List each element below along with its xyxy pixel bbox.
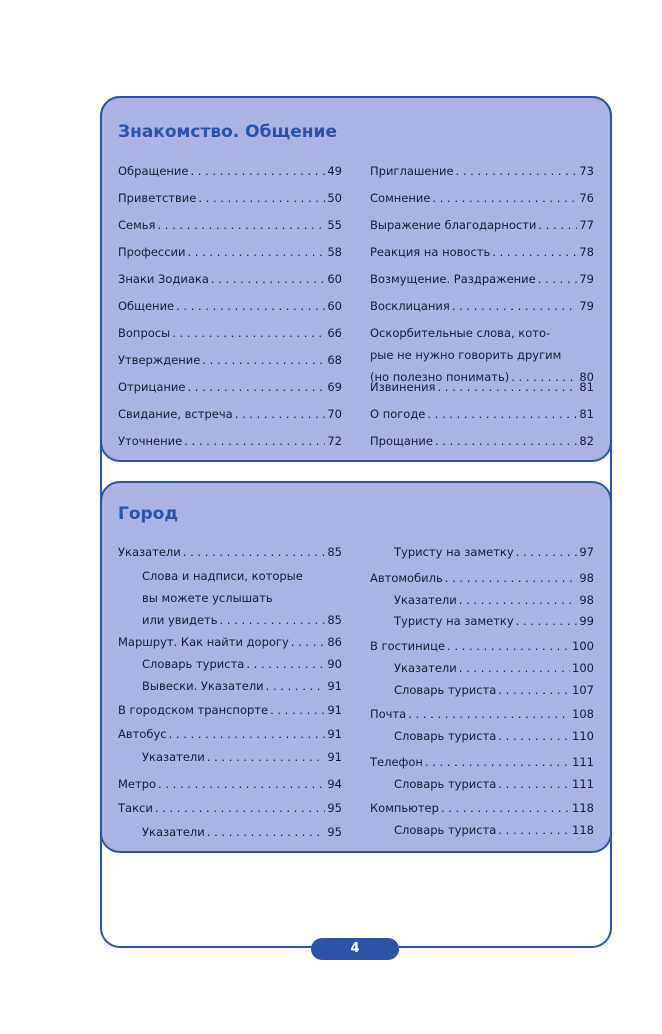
toc-entry-label-line: вы можете услышать xyxy=(142,591,273,605)
toc-entry-label: В гостинице xyxy=(370,639,446,653)
dot-leader xyxy=(183,541,326,563)
dot-leader xyxy=(176,295,325,317)
dot-leader xyxy=(441,797,570,819)
toc-entry-label: Компьютер xyxy=(370,801,439,815)
toc-entry-label: О погоде xyxy=(370,407,426,421)
toc-entry-page: 82 xyxy=(579,434,594,448)
toc-entry-label: Автомобиль xyxy=(370,571,443,585)
toc-entry-label: Словарь туриста xyxy=(142,657,245,671)
dot-leader xyxy=(220,609,326,631)
dot-leader xyxy=(207,746,326,768)
toc-entry[interactable] xyxy=(394,819,594,841)
toc-entry[interactable] xyxy=(118,773,342,795)
toc-entry[interactable] xyxy=(370,567,594,589)
toc-entry-page: 100 xyxy=(572,639,594,653)
toc-entry[interactable] xyxy=(142,746,342,768)
dot-leader xyxy=(202,349,325,371)
toc-entry-page: 95 xyxy=(327,801,342,815)
toc-entry-page: 91 xyxy=(327,679,342,693)
dot-leader xyxy=(498,819,570,841)
toc-entry-label-line: рые не нужно говорить другим xyxy=(370,348,562,362)
dot-leader xyxy=(538,214,577,236)
dot-leader xyxy=(184,430,325,452)
dot-leader xyxy=(158,773,325,795)
toc-entry-label: Извинения xyxy=(370,380,436,394)
dot-leader xyxy=(246,653,325,675)
toc-entry[interactable] xyxy=(394,725,594,747)
dot-leader xyxy=(198,187,325,209)
toc-entry-label: Уточнение xyxy=(118,434,183,448)
toc-entry[interactable] xyxy=(142,565,342,631)
dot-leader xyxy=(456,160,578,182)
toc-entry-page: 91 xyxy=(327,727,342,741)
toc-entry-label: Словарь туриста xyxy=(394,683,497,697)
toc-entry-label: Метро xyxy=(118,777,157,791)
toc-entry-page: 118 xyxy=(572,823,594,837)
toc-entry-page: 60 xyxy=(327,272,342,286)
toc-entry-label: Восклицания xyxy=(370,299,450,313)
toc-entry[interactable] xyxy=(118,797,342,819)
toc-entry-label: Туристу на заметку xyxy=(394,545,514,559)
toc-entry-label: Словарь туриста xyxy=(394,777,497,791)
section-panel-communication xyxy=(100,96,612,462)
toc-entry-label: Указатели xyxy=(118,545,181,559)
toc-entry-label: (но полезно понимать) xyxy=(370,370,510,384)
toc-entry-page: 85 xyxy=(327,545,342,559)
toc-entry[interactable] xyxy=(142,821,342,843)
dot-leader xyxy=(408,703,570,725)
toc-entry-label: Указатели xyxy=(394,593,457,607)
toc-entry-label: Туристу на заметку xyxy=(394,614,514,628)
toc-entry-page: 99 xyxy=(579,614,594,628)
toc-entry[interactable] xyxy=(370,751,594,773)
dot-leader xyxy=(291,631,326,653)
toc-entry-label: Профессии xyxy=(118,245,186,259)
toc-entry-label: Указатели xyxy=(142,750,205,764)
toc-entry[interactable] xyxy=(118,268,342,290)
dot-leader xyxy=(516,610,578,632)
toc-entry-page: 91 xyxy=(327,750,342,764)
toc-entry[interactable] xyxy=(370,797,594,819)
toc-entry-label: Приветствие xyxy=(118,191,197,205)
toc-entry-page: 95 xyxy=(327,825,342,839)
toc-entry[interactable] xyxy=(370,187,594,209)
section-title: Город xyxy=(118,504,179,524)
toc-entry[interactable] xyxy=(394,541,594,563)
toc-entry-label: Словарь туриста xyxy=(394,729,497,743)
toc-entry-page: 76 xyxy=(579,191,594,205)
toc-entry-page: 49 xyxy=(327,164,342,178)
toc-entry[interactable] xyxy=(394,589,594,611)
toc-entry[interactable] xyxy=(118,403,342,425)
toc-entry[interactable] xyxy=(394,679,594,701)
toc-entry-label: Прощание xyxy=(370,434,433,448)
toc-entry[interactable] xyxy=(142,675,342,697)
toc-entry[interactable] xyxy=(370,295,594,317)
toc-entry-label: Семья xyxy=(118,218,156,232)
toc-entry[interactable] xyxy=(118,349,342,371)
toc-entry-page: 91 xyxy=(327,703,342,717)
dot-leader xyxy=(266,675,326,697)
toc-entry[interactable] xyxy=(394,773,594,795)
dot-leader xyxy=(459,657,570,679)
toc-entry-page: 78 xyxy=(579,245,594,259)
toc-entry[interactable] xyxy=(118,214,342,236)
toc-entry-label: В городском транспорте xyxy=(118,703,269,717)
dot-leader xyxy=(437,376,577,398)
dot-leader xyxy=(447,635,570,657)
toc-entry-page: 68 xyxy=(327,353,342,367)
toc-entry-page: 70 xyxy=(327,407,342,421)
dot-leader xyxy=(207,821,326,843)
toc-entry-page: 72 xyxy=(327,434,342,448)
toc-entry-page: 80 xyxy=(579,370,594,384)
toc-entry-page: 79 xyxy=(579,272,594,286)
toc-entry-label: Маршрут. Как найти дорогу xyxy=(118,635,289,649)
toc-entry-page: 98 xyxy=(579,571,594,585)
toc-entry-page: 81 xyxy=(579,380,594,394)
dot-leader xyxy=(498,773,570,795)
toc-entry-label: Утверждение xyxy=(118,353,201,367)
toc-entry-page: 97 xyxy=(579,545,594,559)
dot-leader xyxy=(432,187,577,209)
toc-entry[interactable] xyxy=(118,376,342,398)
toc-entry-page: 73 xyxy=(579,164,594,178)
toc-entry[interactable] xyxy=(118,699,342,721)
toc-entry-page: 98 xyxy=(579,593,594,607)
toc-entry-label-line: Оскорбительные слова, кото- xyxy=(370,326,551,340)
toc-entry-page: 58 xyxy=(327,245,342,259)
toc-entry-label: Вопросы xyxy=(118,326,171,340)
dot-leader xyxy=(538,268,578,290)
dot-leader xyxy=(435,430,577,452)
toc-entry[interactable] xyxy=(118,430,342,452)
toc-entry-page: 81 xyxy=(579,407,594,421)
toc-entry-page: 77 xyxy=(579,218,594,232)
dot-leader xyxy=(187,241,325,263)
dot-leader xyxy=(445,567,578,589)
dot-leader xyxy=(452,295,578,317)
toc-entry-page: 79 xyxy=(579,299,594,313)
toc-entry[interactable] xyxy=(370,214,594,236)
toc-entry-label: Словарь туриста xyxy=(394,823,497,837)
toc-entry-page: 108 xyxy=(572,707,594,721)
dot-leader xyxy=(235,403,326,425)
dot-leader xyxy=(492,241,577,263)
toc-entry[interactable] xyxy=(370,635,594,657)
dot-leader xyxy=(425,751,570,773)
toc-entry-page: 86 xyxy=(327,635,342,649)
dot-leader xyxy=(155,797,326,819)
toc-entry-page: 94 xyxy=(327,777,342,791)
toc-entry-page: 100 xyxy=(572,661,594,675)
toc-entry[interactable] xyxy=(370,376,594,398)
toc-entry[interactable] xyxy=(370,160,594,182)
toc-entry-label: Знаки Зодиака xyxy=(118,272,209,286)
toc-entry-page: 66 xyxy=(327,326,342,340)
toc-entry[interactable] xyxy=(394,610,594,632)
toc-entry-label: Автобус xyxy=(118,727,167,741)
toc-entry[interactable] xyxy=(118,541,342,563)
toc-entry[interactable] xyxy=(118,631,342,653)
toc-entry[interactable] xyxy=(118,723,342,745)
dot-leader xyxy=(270,699,325,721)
toc-entry[interactable] xyxy=(118,295,342,317)
toc-entry[interactable] xyxy=(118,160,342,182)
toc-entry[interactable] xyxy=(118,187,342,209)
dot-leader xyxy=(427,403,577,425)
toc-entry-page: 69 xyxy=(327,380,342,394)
toc-entry-label: Реакция на новость xyxy=(370,245,491,259)
toc-entry[interactable] xyxy=(118,241,342,263)
page-number: 4 xyxy=(311,938,399,960)
toc-entry[interactable] xyxy=(370,241,594,263)
dot-leader xyxy=(498,679,570,701)
toc-entry-label: Общение xyxy=(118,299,175,313)
dot-leader xyxy=(187,376,325,398)
toc-entry-page: 118 xyxy=(572,801,594,815)
toc-entry-label: Вывески. Указатели xyxy=(142,679,264,693)
toc-entry[interactable] xyxy=(118,322,342,344)
toc-entry-page: 90 xyxy=(327,657,342,671)
toc-entry-label: Указатели xyxy=(394,661,457,675)
dot-leader xyxy=(172,322,325,344)
toc-entry[interactable] xyxy=(370,403,594,425)
toc-entry[interactable] xyxy=(370,268,594,290)
toc-entry-page: 60 xyxy=(327,299,342,313)
dot-leader xyxy=(157,214,325,236)
toc-entry-label: Возмущение. Раздражение xyxy=(370,272,536,286)
toc-entry-label-line: Слова и надписи, которые xyxy=(142,569,303,583)
toc-entry-page: 110 xyxy=(572,729,594,743)
toc-entry[interactable] xyxy=(370,703,594,725)
toc-entry-page: 50 xyxy=(327,191,342,205)
toc-entry-page: 85 xyxy=(327,613,342,627)
toc-entry-label: Отрицание xyxy=(118,380,186,394)
dot-leader xyxy=(498,725,570,747)
dot-leader xyxy=(459,589,578,611)
toc-entry-label: Свидание, встреча xyxy=(118,407,233,421)
section-title: Знакомство. Общение xyxy=(118,122,337,142)
toc-entry-page: 107 xyxy=(572,683,594,697)
dot-leader xyxy=(169,723,326,745)
toc-entry-page: 55 xyxy=(327,218,342,232)
toc-entry-label: Обращение xyxy=(118,164,189,178)
toc-entry[interactable] xyxy=(394,657,594,679)
toc-entry-page: 111 xyxy=(572,777,594,791)
dot-leader xyxy=(516,541,578,563)
toc-entry-label: Такси xyxy=(118,801,153,815)
toc-entry-label: Сомнение xyxy=(370,191,431,205)
section-panel-city xyxy=(100,481,612,853)
toc-entry[interactable] xyxy=(142,653,342,675)
dot-leader xyxy=(211,268,325,290)
toc-entry-label: Выражение благодарности xyxy=(370,218,537,232)
toc-entry[interactable] xyxy=(370,430,594,452)
toc-entry-label: Телефон xyxy=(370,755,423,769)
toc-entry-label: Почта xyxy=(370,707,407,721)
toc-entry-label: или увидеть xyxy=(142,613,218,627)
toc-entry-label: Указатели xyxy=(142,825,205,839)
toc-entry-label: Приглашение xyxy=(370,164,454,178)
toc-entry-page: 111 xyxy=(572,755,594,769)
dot-leader xyxy=(190,160,325,182)
